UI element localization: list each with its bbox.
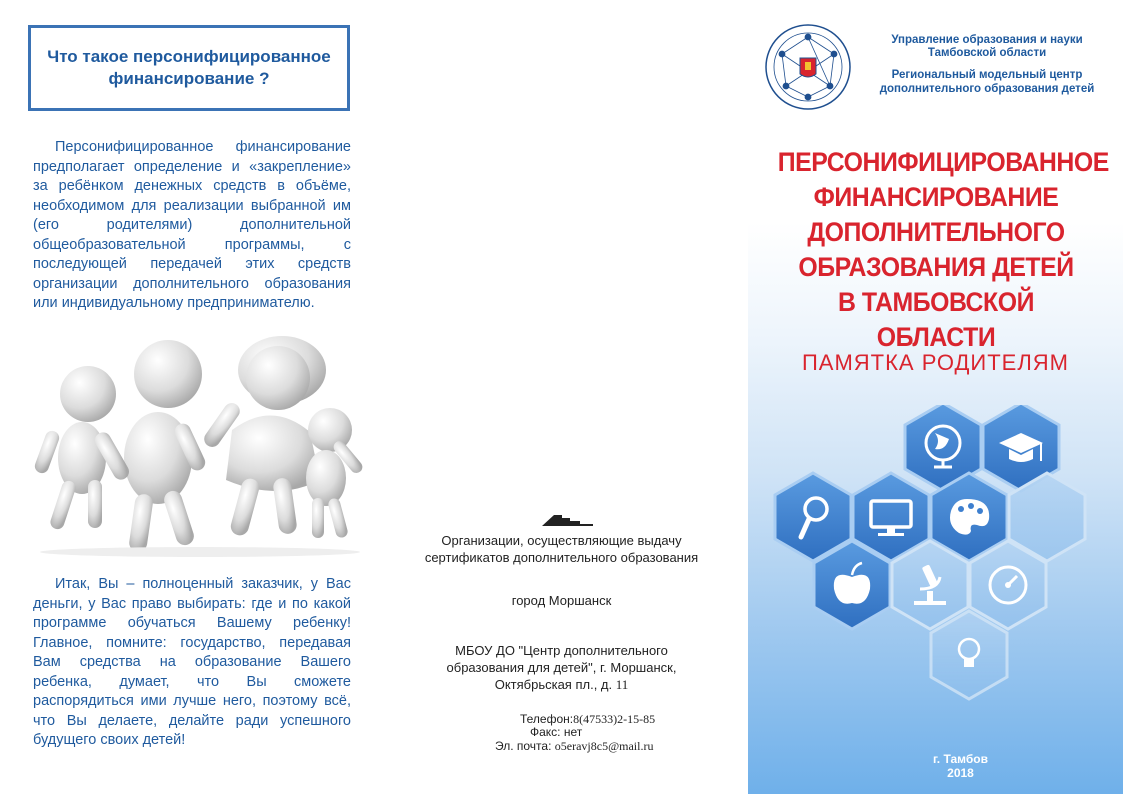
address-label: Октябрьская пл., д. xyxy=(494,677,613,692)
title-line-5: В ТАМБОВСКОЙ ОБЛАСТИ xyxy=(837,287,1034,352)
organization-line-2: образования для детей", г. Моршанск, xyxy=(446,660,677,675)
education-icons-cluster xyxy=(773,405,1113,705)
phone-value: 8(47533)2-15-85 xyxy=(573,712,656,726)
brochure-main-title xyxy=(777,145,1109,355)
center-name-line-2: дополнительного образования детей xyxy=(879,83,1095,95)
city-name: город Моршанск xyxy=(511,593,612,608)
family-figures-illustration xyxy=(20,330,375,558)
title-line-1: ПЕРСОНИФИЦИРОВАННОЕ xyxy=(777,147,1109,177)
organizations-heading-line-2: сертификатов дополнительного образования xyxy=(424,550,699,565)
right-panel-cover xyxy=(748,0,1123,794)
intro-paragraph: Персонифицированное финансирование предполагает определение и «закрепление» за ребёнком денежных средств в объёме, необходимом для реализации выбранной им (его родителями) дополнительной общеобразовательной программы, с последующей передачей этих средств организации дополнительного образования или индивидуальному предпринимателю. xyxy=(33,139,351,311)
city-and-year xyxy=(898,752,1023,780)
organizations-heading xyxy=(375,532,748,566)
regional-center-logo xyxy=(760,22,856,112)
cover-year: 2018 xyxy=(947,766,974,780)
cover-city: г. Тамбов xyxy=(932,752,988,766)
phone-label: Телефон: xyxy=(520,712,574,726)
light-bulb-icon xyxy=(931,611,1007,699)
ministry-name-line-2: Тамбовской области xyxy=(927,47,1047,59)
organizations-heading-line-1: Организации, осуществляющие выдачу xyxy=(441,533,682,548)
ministry-name-line-1: Управление образования и науки xyxy=(891,34,1083,46)
organization-line-1: МБОУ ДО "Центр дополнительного xyxy=(455,643,668,658)
fax-value: нет xyxy=(563,725,583,739)
title-line-4: ОБРАЗОВАНИЯ ДЕТЕЙ xyxy=(798,252,1074,282)
organization-address xyxy=(375,642,748,693)
center-name-line-1: Региональный модельный центр xyxy=(891,69,1083,81)
question-title: Что такое персонифицированное финансирование ? xyxy=(47,47,331,88)
title-line-3: ДОПОЛНИТЕЛЬНОГО xyxy=(807,217,1065,247)
address-number: 11 xyxy=(615,677,629,692)
email-value[interactable]: o5eravj8c5@mail.ru xyxy=(554,739,654,753)
closing-paragraph: Итак, Вы – полноценный заказчик, у Вас деньги, у Вас право выбирать: где и по какой программе обучаться Вашему ребенку! Главное, помните: государство, передавая Вам средства на образование Вашего ребенка, думает, что Вы сможете распорядиться ими лучше него, поэтому всё, что Вы делаете, делайте ради успешного будущего своих детей! xyxy=(33,576,351,748)
stairs-decoration-icon xyxy=(540,512,595,528)
contact-fax xyxy=(530,725,582,740)
left-panel xyxy=(0,0,375,794)
organization-line-3 xyxy=(375,676,748,693)
title-line-2: ФИНАНСИРОВАНИЕ xyxy=(813,182,1059,212)
fax-label: Факс: xyxy=(530,725,561,739)
question-title-box xyxy=(28,25,350,111)
brochure-subtitle: ПАМЯТКА РОДИТЕЛЯМ xyxy=(801,350,1070,375)
contact-email xyxy=(495,739,653,754)
email-label: Эл. почта: xyxy=(495,739,552,753)
middle-panel xyxy=(375,0,748,794)
